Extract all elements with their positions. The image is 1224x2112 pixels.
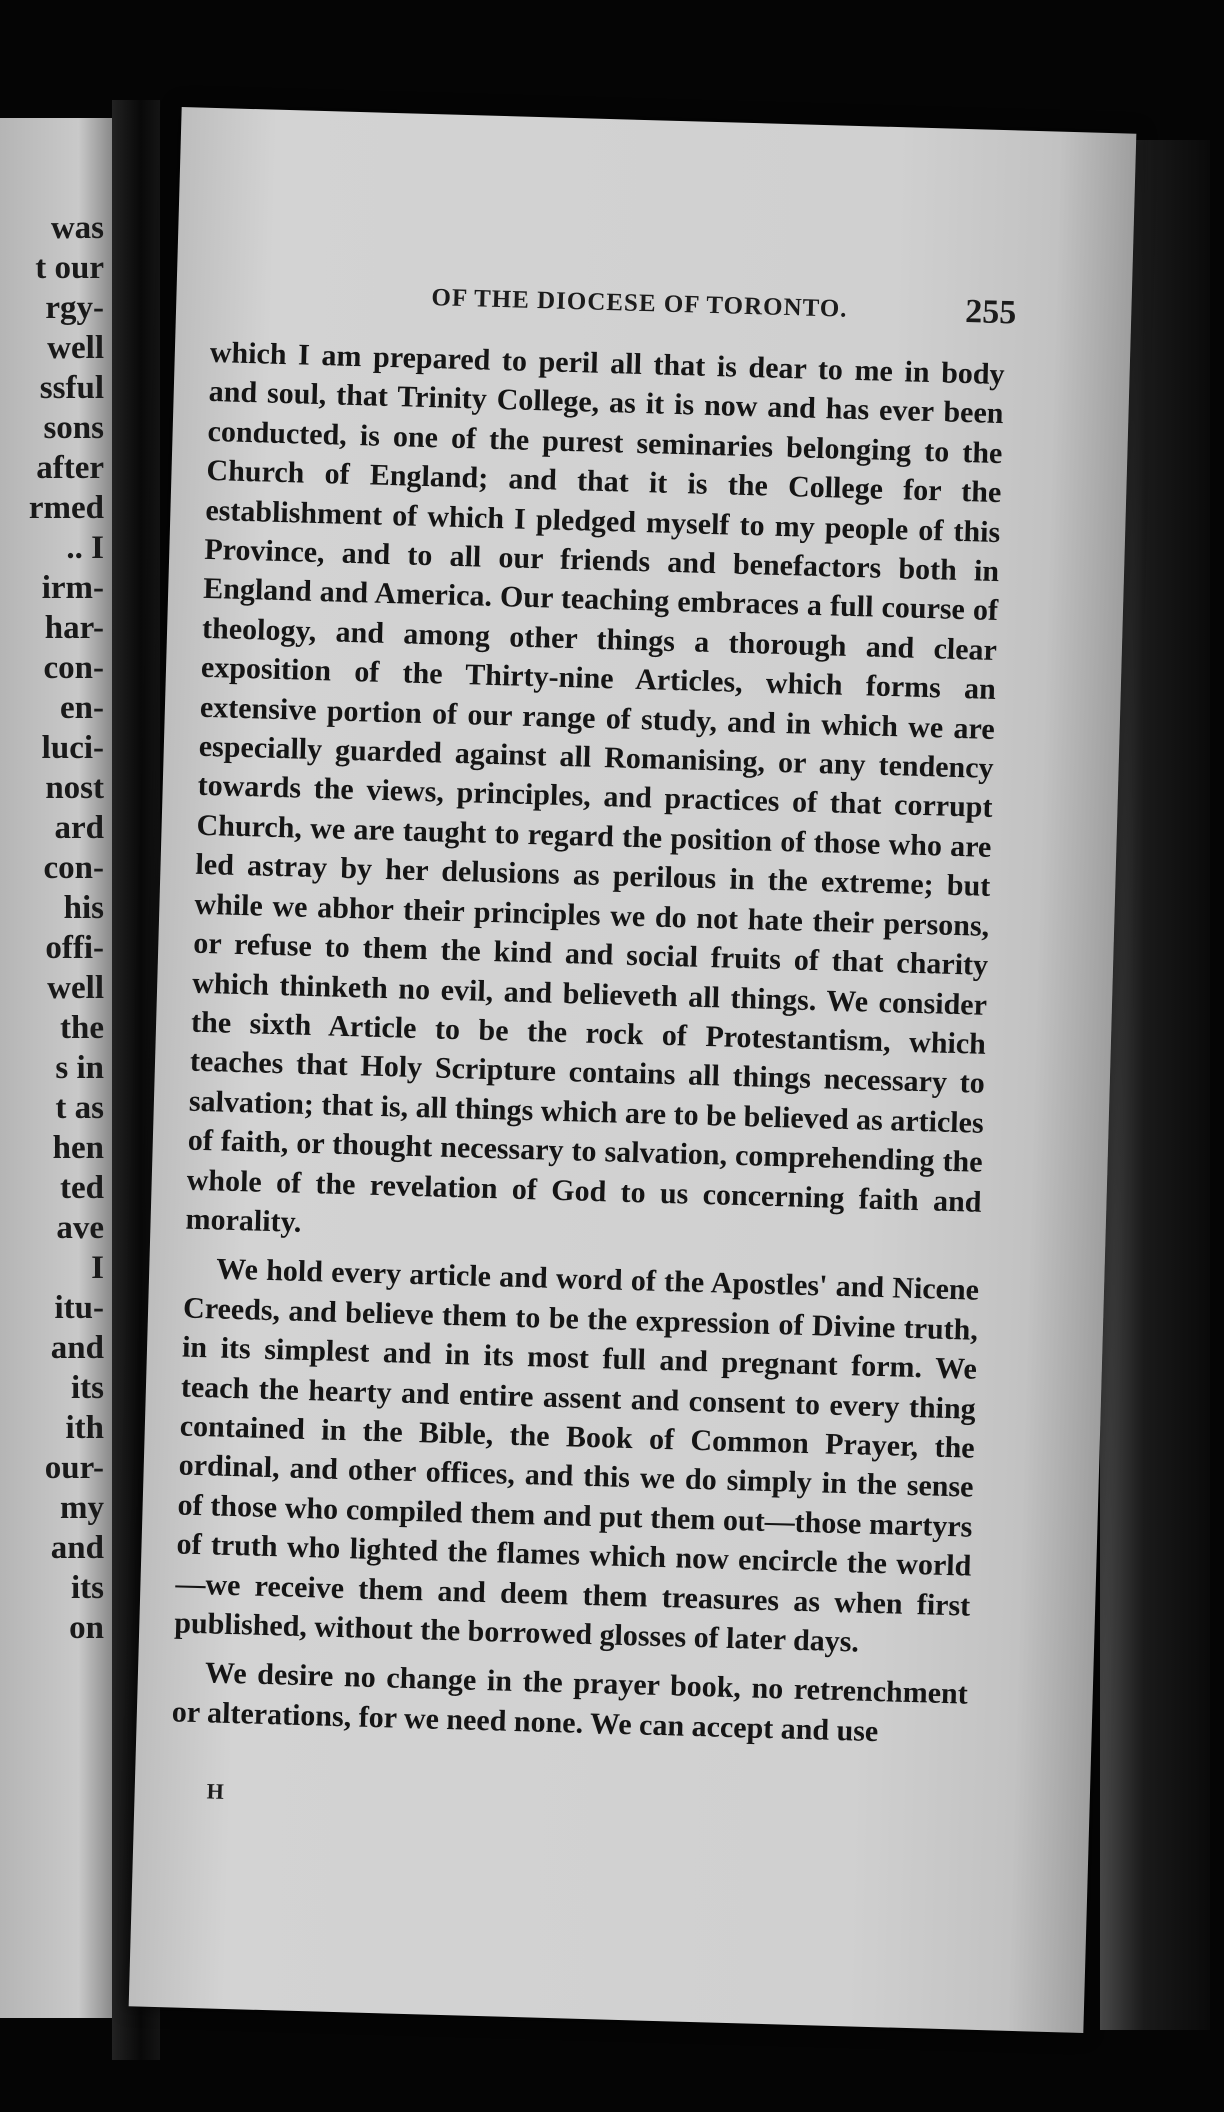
facing-page-line: after — [36, 450, 104, 486]
facing-page-line: con- — [43, 650, 104, 686]
facing-page-line: well — [47, 330, 104, 366]
facing-page-line: irm- — [41, 570, 104, 606]
facing-page-line: s in — [55, 1050, 104, 1086]
body-text — [171, 333, 1005, 1754]
facing-page-line: con- — [43, 850, 104, 886]
facing-page-line: har- — [44, 610, 104, 646]
facing-page-line: t as — [55, 1090, 104, 1126]
running-head-title: OF THE DIOCESE OF TORONTO. — [431, 284, 848, 323]
paragraph-1: which I am prepared to peril all that is dear to me in body and soul, that Trinity College, as it is now and has ever been conducted, is one of the purest seminaries belonging to the Church of England; and that it is the College for the establishment of which I pledged myself to my people of this Province, and to all our friends and benefactors both in England and America. Our teaching embraces a full course of theology, and among other things a thorough and clear exposition of the Thirty-nine Articles, which forms an extensive portion of our range of study, and in which we are especially guarded against all Romanising, or any tendency towards the views, principles, and practices of that corrupt Church, we are taught to regard the position of those who are led astray by her delusions as perilous in the extreme; but while we abhor their principles we do not hate their persons, or refuse to them the kind and social fruits of that charity which thinketh no evil, and believeth all things. We consider the sixth Article to be the rock of Protestantism, which teaches that Holy Scripture contains all things necessary to salvation; that is, all things which are to be believed as articles of faith, or thought necessary to salvation, comprehending the whole of the revelation of God to us concerning faith and morality. — [185, 335, 1006, 1239]
facing-page-line: ted — [60, 1170, 104, 1206]
facing-page-line: I — [91, 1250, 104, 1286]
facing-page-fragment — [0, 118, 112, 2018]
facing-page-line: t our — [35, 250, 104, 286]
facing-page-line: ith — [65, 1410, 104, 1446]
facing-page-line: and — [50, 1330, 104, 1366]
facing-page-line: and — [50, 1530, 104, 1566]
signature-mark: H — [206, 1778, 225, 1804]
facing-page-line: its — [71, 1370, 104, 1406]
facing-page-line: ave — [56, 1210, 104, 1246]
facing-page-line: nost — [45, 770, 104, 806]
book-page — [129, 107, 1137, 2033]
facing-page-line: offi- — [45, 930, 104, 966]
facing-page-line: was — [50, 210, 104, 246]
facing-page-line: well — [47, 970, 104, 1006]
facing-page-line: sons — [43, 410, 104, 446]
facing-page-line: on — [69, 1610, 104, 1646]
facing-page-line: hen — [52, 1130, 104, 1166]
paragraph-2: We hold every article and word of the Apostles' and Nicene Creeds, and believe them to be the expression of Divine truth, in its simplest and in its most full and pregnant form. We teach the hearty and entire assent and consent to every thing contained in the Bible, the Book of Common Prayer, the ordinal, and other offices, and this we do simply in the sense of those who compiled them and put them out—those martyrs of truth who lighted the flames which now encircle the world—we receive them and deem them treasures as when first published, without the borrowed glosses of later days. — [173, 1252, 980, 1659]
facing-page-line: itu- — [54, 1290, 104, 1326]
page-number: 255 — [964, 293, 1017, 332]
facing-page-line: luci- — [41, 730, 104, 766]
facing-page-line: ard — [54, 810, 104, 846]
facing-page-line: rgy- — [45, 290, 104, 326]
facing-page-line: en- — [60, 690, 104, 726]
facing-page-line: .. I — [66, 530, 104, 566]
facing-page-line: its — [71, 1570, 104, 1606]
paragraph-3: We desire no change in the prayer book, no retrenchment or alterations, for we need none. We can accept and use — [171, 1656, 969, 1748]
facing-page-line: our- — [44, 1450, 104, 1486]
facing-page-line: his — [63, 890, 104, 926]
facing-page-line: the — [60, 1010, 104, 1046]
facing-page-line: ssful — [39, 370, 104, 406]
running-head — [231, 279, 1082, 343]
facing-page-line: rmed — [28, 490, 104, 526]
facing-page-line: my — [60, 1490, 104, 1526]
